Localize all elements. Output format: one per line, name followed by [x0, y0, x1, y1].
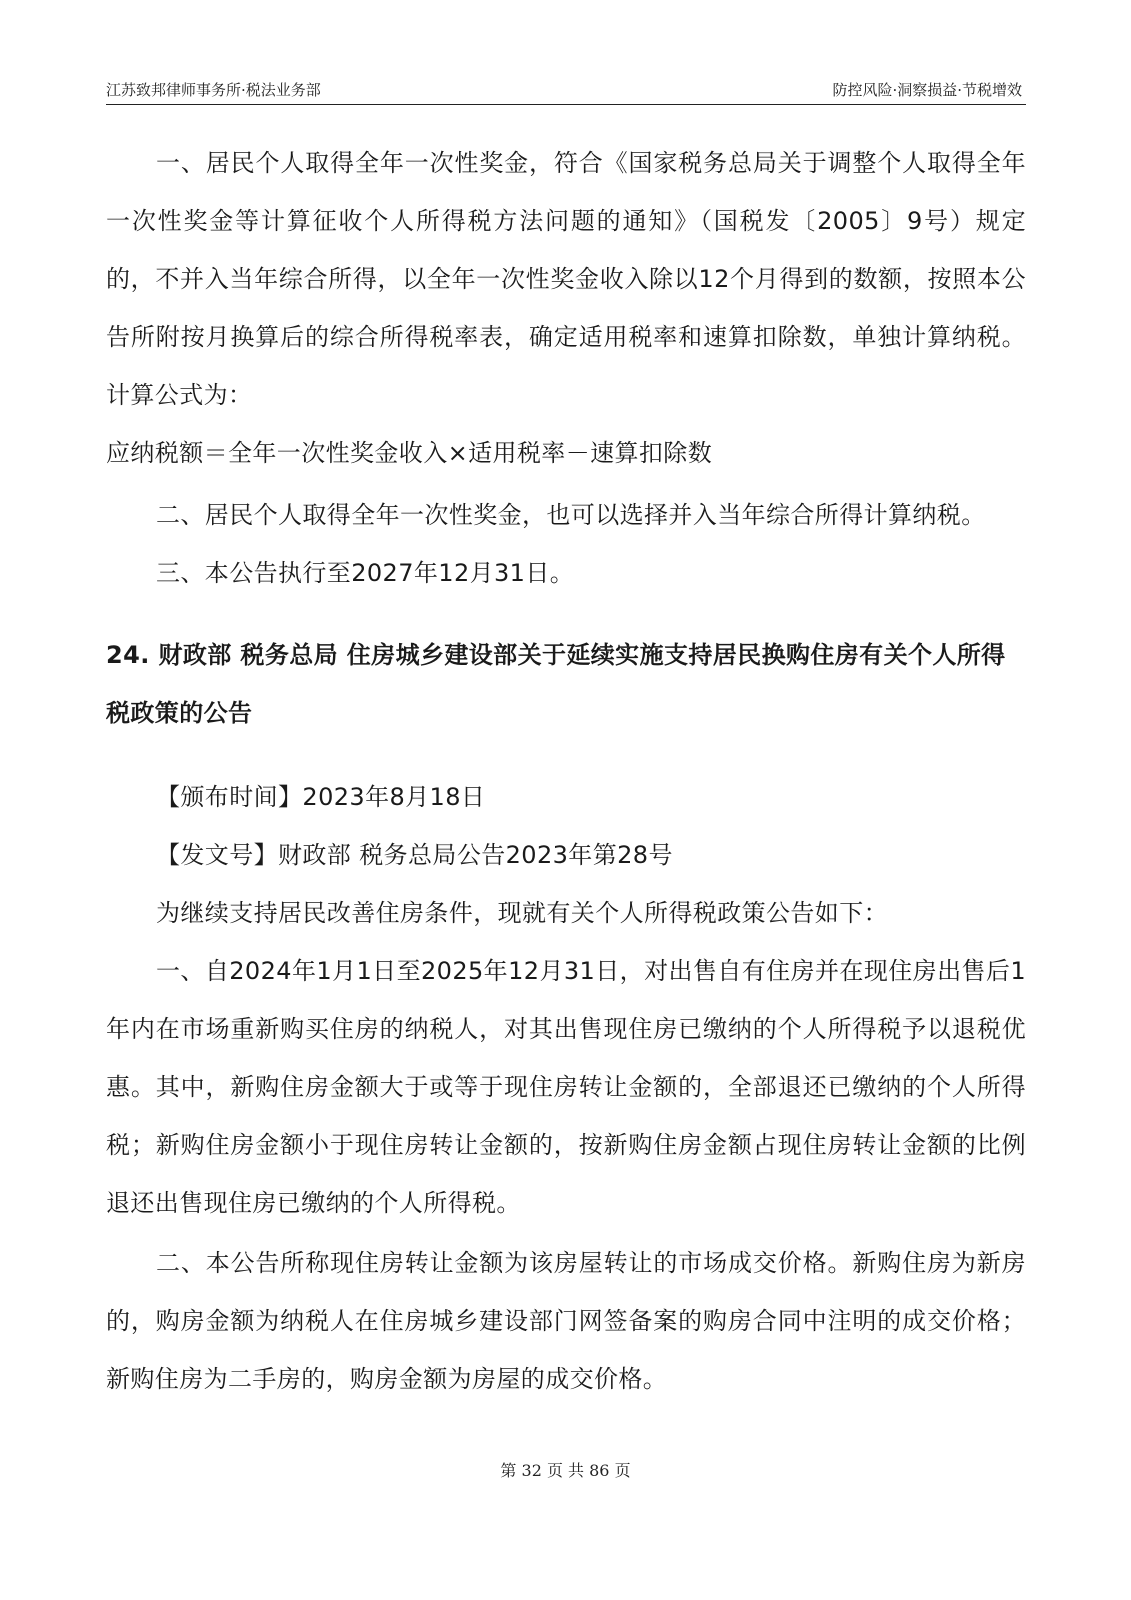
section-heading: 24. 财政部 税务总局 住房城乡建设部关于延续实施支持居民换购住房有关个人所得税政策的公告 — [106, 641, 1006, 727]
paragraph-bonus-rule-2: 二、居民个人取得全年一次性奖金，也可以选择并入当年综合所得计算纳税。 — [156, 501, 986, 529]
header-firm-name: 江苏致邦律师事务所·税法业务部 — [106, 81, 321, 99]
page-header — [106, 78, 1026, 105]
tax-formula: 应纳税额＝全年一次性奖金收入×适用税率－速算扣除数 — [106, 439, 713, 467]
intro-paragraph: 为继续支持居民改善住房条件，现就有关个人所得税政策公告如下： — [156, 899, 888, 927]
paragraph-housing-rule-2: 二、本公告所称现住房转让金额为该房屋转让的市场成交价格。新购住房为新房的，购房金额为纳税人在住房城乡建设部门网签备案的购房合同中注明的成交价格；新购住房为二手房的，购房金额为房屋的成交价格。 — [106, 1249, 1026, 1393]
page-number: 第 32 页 共 86 页 — [500, 1461, 631, 1480]
issue-date: 【颁布时间】2023年8月18日 — [156, 783, 486, 811]
header-slogan: 防控风险·洞察损益·节税增效 — [832, 81, 1022, 99]
paragraph-bonus-rule-3: 三、本公告执行至2027年12月31日。 — [156, 559, 575, 587]
paragraph-bonus-rule-1: 一、居民个人取得全年一次性奖金，符合《国家税务总局关于调整个人取得全年一次性奖金等计算征收个人所得税方法问题的通知》（国税发〔2005〕9号）规定的，不并入当年综合所得，以全年一次性奖金收入除以12个月得到的数额，按照本公告所附按月换算后的综合所得税率表，确定适用税率和速算扣除数，单独计算纳税。计算公式为： — [106, 149, 1026, 409]
document-number: 【发文号】财政部 税务总局公告2023年第28号 — [156, 841, 673, 869]
paragraph-housing-rule-1: 一、自2024年1月1日至2025年12月31日，对出售自有住房并在现住房出售后1年内在市场重新购买住房的纳税人，对其出售现住房已缴纳的个人所得税予以退税优惠。其中，新购住房金额大于或等于现住房转让金额的，全部退还已缴纳的个人所得税；新购住房金额小于现住房转让金额的，按新购住房金额占现住房转让金额的比例退还出售现住房已缴纳的个人所得税。 — [106, 957, 1026, 1217]
